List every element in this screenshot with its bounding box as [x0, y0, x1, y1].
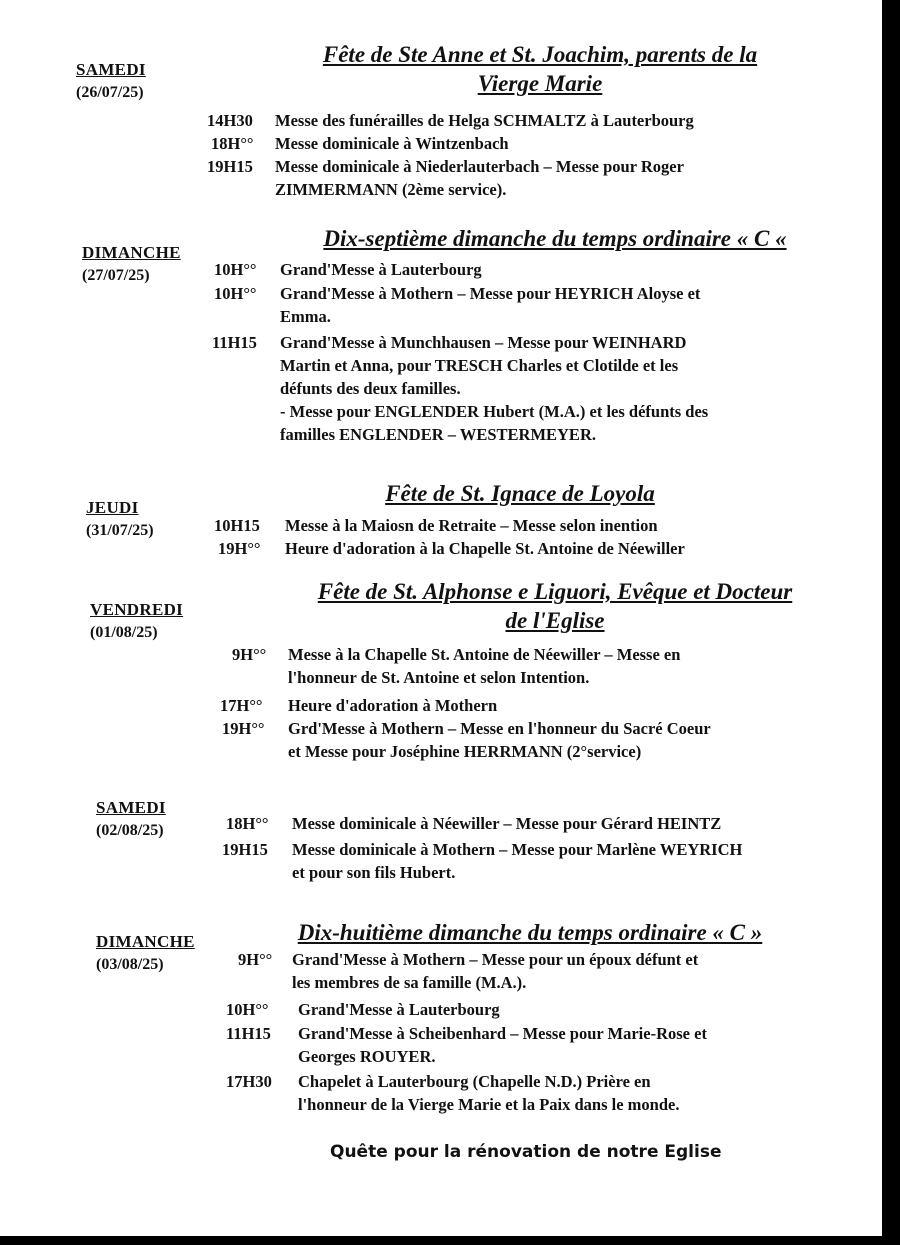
entry-text: Heure d'adoration à la Chapelle St. Antoine de Néewiller [285, 539, 685, 558]
entry-time: 9H°° [238, 950, 273, 969]
entry-text: Grand'Messe à Lauterbourg [280, 260, 482, 279]
day-name: DIMANCHE [82, 243, 181, 262]
entry-time: 14H30 [207, 111, 253, 130]
entry-text: Emma. [280, 307, 331, 326]
day-name: SAMEDI [96, 798, 166, 817]
entry-text: Grand'Messe à Munchhausen – Messe pour WEINHARD [280, 333, 687, 352]
entry-text: familles ENGLENDER – WESTERMEYER. [280, 425, 596, 444]
schedule-entry [232, 643, 852, 689]
schedule-entry [214, 258, 854, 281]
entry-text: Martin et Anna, pour TRESCH Charles et Clotilde et les [280, 356, 679, 375]
entry-text: défunts des deux familles. [280, 379, 461, 398]
entry-text: Messe à la Chapelle St. Antoine de Néewiller – Messe en [288, 645, 681, 664]
entry-time: 11H15 [226, 1024, 271, 1043]
schedule-entry [212, 331, 852, 446]
entry-text: Grand'Messe à Mothern – Messe pour HEYRICH Aloyse et [280, 284, 701, 303]
day-date: (27/07/25) [82, 267, 150, 284]
schedule-entry [226, 812, 866, 835]
entry-time: 18H°° [226, 814, 269, 833]
entry-time: 19H15 [222, 840, 268, 859]
entry-time: 11H15 [212, 333, 257, 352]
entry-text: Messe dominicale à Niederlauterbach – Messe pour Roger [275, 157, 684, 176]
day-name: JEUDI [86, 498, 139, 517]
schedule-entry [220, 694, 860, 717]
day-date: (31/07/25) [86, 522, 154, 539]
entry-time: 19H°° [222, 719, 265, 738]
entry-text: Messe dominicale à Néewiller – Messe pour Gérard HEINTZ [292, 814, 722, 833]
entry-time: 19H°° [218, 539, 261, 558]
day-block [76, 60, 246, 102]
entry-text: Grand'Messe à Mothern – Messe pour un époux défunt et [292, 950, 699, 969]
feast-title: Fête de St. Alphonse e Liguori, Evêque et Docteur de l'Eglise [317, 579, 793, 633]
entry-text: Chapelet à Lauterbourg (Chapelle N.D.) Prière en [298, 1072, 651, 1091]
schedule-entry [226, 1070, 866, 1116]
entry-text: l'honneur de St. Antoine et selon Intention. [288, 668, 590, 687]
entry-text: les membres de sa famille (M.A.). [292, 973, 527, 992]
schedule-entry [226, 1022, 866, 1068]
schedule-entry [207, 155, 847, 201]
entry-text: Messe des funérailles de Helga SCHMALTZ à Lauterbourg [275, 111, 694, 130]
schedule-entry [211, 132, 851, 155]
entry-text: et Messe pour Joséphine HERRMANN (2°service) [288, 742, 642, 761]
schedule-entry [214, 282, 854, 328]
day-block [90, 600, 260, 642]
entry-text: l'honneur de la Vierge Marie et la Paix dans le monde. [298, 1095, 680, 1114]
feast-title: Fête de Ste Anne et St. Joachim, parents de la Vierge Marie [322, 42, 758, 96]
day-date: (26/07/25) [76, 84, 144, 101]
feast-title: Dix-huitième dimanche du temps ordinaire « C » [297, 920, 763, 945]
schedule-entry [214, 514, 854, 537]
entry-time: 10H°° [214, 260, 257, 279]
entry-text: - Messe pour ENGLENDER Hubert (M.A.) et les défunts des [280, 402, 709, 421]
entry-time: 10H15 [214, 516, 260, 535]
footer-note: Quête pour la rénovation de notre Eglise [330, 1142, 722, 1162]
day-name: DIMANCHE [96, 932, 195, 951]
day-date: (02/08/25) [96, 822, 164, 839]
entry-text: et pour son fils Hubert. [292, 863, 456, 882]
schedule-entry [207, 109, 847, 132]
entry-text: ZIMMERMANN (2ème service). [275, 180, 507, 199]
entry-text: Heure d'adoration à Mothern [288, 696, 498, 715]
day-name: VENDREDI [90, 600, 184, 619]
entry-text: Messe à la Maiosn de Retraite – Messe selon inention [285, 516, 658, 535]
schedule-entry [222, 838, 862, 884]
schedule-entry [222, 717, 862, 763]
entry-time: 10H°° [214, 284, 257, 303]
entry-time: 10H°° [226, 1000, 269, 1019]
schedule-entry [238, 948, 858, 994]
entry-text: Georges ROUYER. [298, 1047, 436, 1066]
schedule-entry [226, 998, 866, 1021]
day-name: SAMEDI [76, 60, 146, 79]
entry-time: 9H°° [232, 645, 267, 664]
entry-text: Messe dominicale à Mothern – Messe pour Marlène WEYRICH [292, 840, 743, 859]
feast-title: Fête de St. Ignace de Loyola [385, 481, 655, 506]
entry-text: Grand'Messe à Lauterbourg [298, 1000, 500, 1019]
day-date: (03/08/25) [96, 956, 164, 973]
entry-text: Messe dominicale à Wintzenbach [275, 134, 509, 153]
day-date: (01/08/25) [90, 624, 158, 641]
entry-text: Grd'Messe à Mothern – Messe en l'honneur du Sacré Coeur [288, 719, 711, 738]
feast-title: Dix-septième dimanche du temps ordinaire « C « [323, 226, 787, 251]
entry-time: 17H°° [220, 696, 263, 715]
entry-time: 18H°° [211, 134, 254, 153]
entry-text: Grand'Messe à Scheibenhard – Messe pour Marie-Rose et [298, 1024, 707, 1043]
entry-time: 17H30 [226, 1072, 272, 1091]
schedule-entry [218, 537, 858, 560]
entry-time: 19H15 [207, 157, 253, 176]
